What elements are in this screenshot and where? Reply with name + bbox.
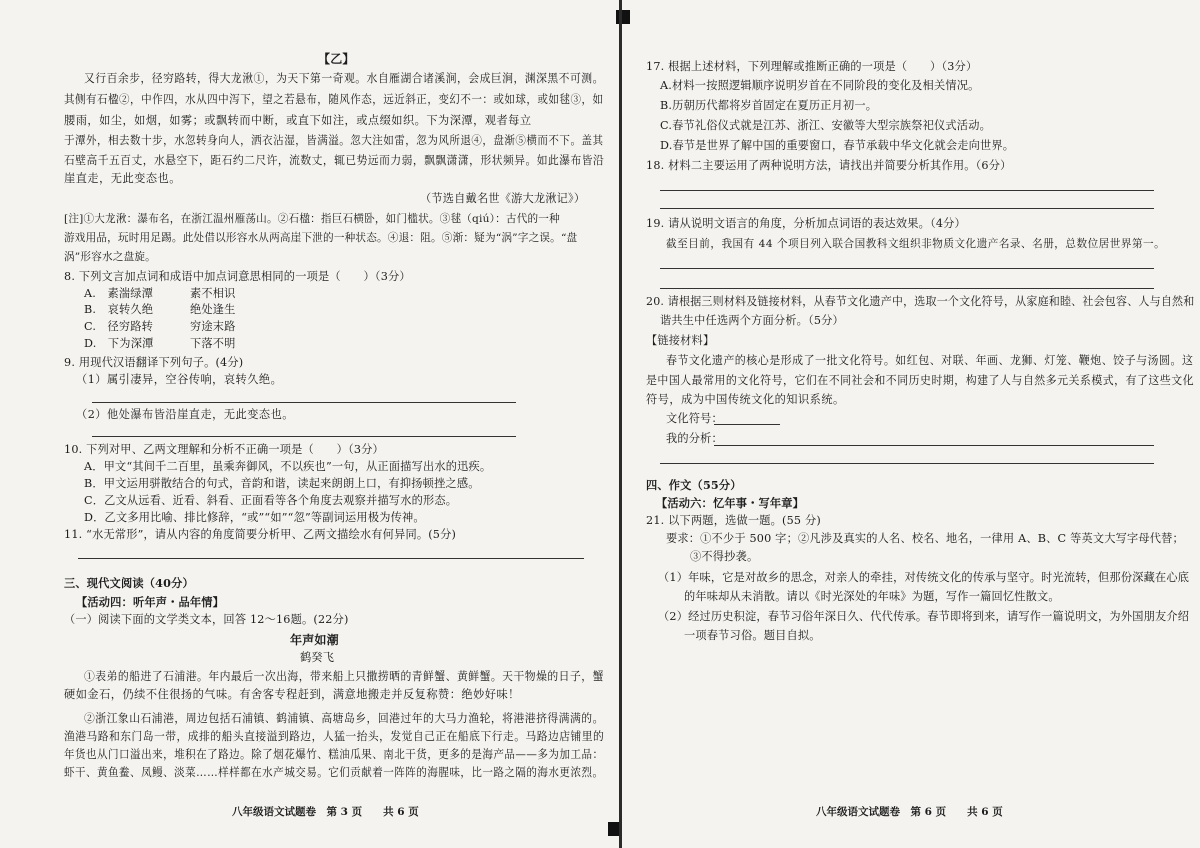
note-line: 涡”形容水之盘旋。	[64, 251, 156, 263]
part-1-instruction: （一）阅读下面的文学类文本，回答 12～16题。(22分)	[64, 613, 349, 626]
link-material-line: 春节文化遗产的核心是形成了一批文化符号。如红包、对联、年画、龙狮、灯笼、鞭炮、饺子与汤圆。这	[666, 354, 1194, 367]
article-line: ①表弟的船进了石浦港。年内最后一次出海，带来船上只撒捞晒的青鲜蟹、黄鲜蟹。天干物燥的日子，蟹	[84, 670, 604, 683]
analysis-label: 我的分析：	[666, 432, 723, 445]
answer-line[interactable]	[92, 436, 516, 437]
right-page	[626, 0, 1200, 848]
activity-4-heading: 【活动四：听年声・品年情】	[76, 595, 225, 609]
q8-option-b: 下落不明	[190, 337, 236, 350]
yi-para-line: 于潭外，相去数十步，水忽转身向人，洒衣沾湿，皆满溢。忽大注如雷，忽为风所退④，盘渐⑤横而不下。盖其	[64, 134, 604, 147]
topic-1-line: （1）年味，它是对故乡的思念，对亲人的牵挂，对传统文化的传承与坚守。时光流转，但那份深藏在心底	[658, 571, 1190, 584]
topic-1-line: 的年味却从未消散。请以《时光深处的年味》为题，写作一篇回忆性散文。	[684, 590, 1060, 603]
q8-option-b: 素不相识	[190, 287, 236, 300]
culture-symbol-label: 文化符号：	[666, 412, 723, 425]
topic-2-line: 一项春节习俗。题目自拟。	[684, 629, 821, 642]
q17-option: C.春节礼俗仪式就是江苏、浙江、安徽等大型宗族祭祀仪式活动。	[660, 119, 991, 132]
q10-option: D．乙文多用比喻、排比修辞，“或”“如”“忽”等副词运用极为传神。	[84, 511, 425, 524]
q17-stem: 17. 根据上述材料，下列理解或推断正确的一项是（ ）（3分）	[646, 60, 978, 73]
q17-option: B.历朝历代都将岁首固定在夏历正月初一。	[660, 99, 878, 112]
q18-stem: 18. 材料二主要运用了两种说明方法，请找出并简要分析其作用。（6分）	[646, 159, 1012, 172]
page-divider	[619, 0, 622, 848]
activity-6-heading: 【活动六：忆年事・写年章】	[656, 496, 805, 510]
answer-line[interactable]	[92, 402, 516, 403]
answer-line[interactable]	[660, 463, 1154, 464]
article-line: ②浙江象山石浦港，周边包括石浦镇、鹤浦镇、高塘岛乡，回港过年的大马力渔轮，将港港挤得满满的。	[84, 712, 604, 725]
q10-option: C．乙文从远看、近看、斜看、正面看等各个角度去观察并描写水的形态。	[84, 494, 458, 507]
article-author: 鹤癸飞	[300, 651, 335, 664]
q8-option: D. 下为深潭	[84, 337, 154, 350]
q20-stem: 谐共生中任选两个方面分析。（5分）	[660, 314, 844, 327]
analysis-blank[interactable]	[714, 445, 1154, 446]
q8-option: B. 哀转久绝	[84, 303, 154, 316]
article-line: 渔港马路和东门岛一带，成排的船头直接溢到路边，人猛一抬头，发觉自己正在船底下行走。马路边店铺里的	[64, 730, 605, 743]
answer-line[interactable]	[660, 208, 1154, 209]
yi-para-line: 石壁高千五百丈，水悬空下，距石约二尺许，流数丈，辄已势远而力弱，飘飘潇潇，形状频异。如此瀑布皆沿	[64, 154, 605, 167]
answer-line[interactable]	[78, 558, 584, 559]
q9-stem: 9. 用现代汉语翻译下列句子。(4分)	[64, 356, 244, 369]
q10-option: A．甲文“其间千二百里，虽乘奔御风，不以疾也”一句，从正面描写出水的迅疾。	[84, 460, 492, 473]
link-material-label: 【链接材料】	[646, 334, 715, 347]
article-line: 硬如金石，仍续不住很扬的气味。有舍客专程赶到，满意地搬走并反复称赞：绝妙好味！	[64, 688, 520, 701]
q8-option-b: 穷途末路	[190, 320, 236, 333]
q19-stem: 19. 请从说明文语言的角度，分析加点词语的表达效果。（4分）	[646, 217, 966, 230]
q9-sentence-1: （1）属引凄异，空谷传响，哀转久绝。	[76, 373, 283, 386]
q11-stem: 11. “水无常形”，请从内容的角度简要分析甲、乙两文描绘水有何异同。(5分)	[64, 528, 457, 541]
link-material-line: 符号，成为中国传统文化的知识系统。	[646, 393, 845, 406]
requirement-line: 要求：①不少于 500 字；②凡涉及真实的人名、校名、地名，一律用 A、B、C 等英文大写字母代替；	[666, 532, 1184, 545]
q8-option-b: 绝处逢生	[190, 303, 236, 316]
q21-stem: 21. 以下两题，选做一题。(55 分)	[646, 514, 821, 527]
answer-line[interactable]	[660, 288, 1154, 289]
yi-para-line: 其侧有石楹②，中作四，水从四中泻下，望之若悬布，随风作态，远近斜正，变幻不一：或如球，或如毬③，如	[64, 93, 604, 106]
q8-option: A. 素湍绿潭	[84, 287, 153, 300]
page-footer: 八年级语文试题卷 第 6 页 共 6 页	[816, 806, 1003, 818]
section-3-heading: 三、现代文阅读（40分）	[64, 576, 194, 590]
yi-para-line: 崖直走，无此变态也。	[64, 172, 181, 185]
q10-option: B．甲文运用骈散结合的句式，音韵和谐，读起来朗朗上口，有抑扬顿挫之感。	[84, 477, 480, 490]
q17-option: D.春节是世界了解中国的重要窗口，春节承载中华文化就会走向世界。	[660, 139, 1015, 152]
yi-para-line: 腰雨，如尘，如烟，如雾；或飘转而中断，或直下如注，或点缀如织。下为深潭，观者每立	[64, 114, 532, 127]
yi-para-line: 又行百余步，径穷路转，得大龙湫①，为天下第一奇观。水自雁湖合诸溪涧，会成巨涧，渊深黑不可测。	[84, 72, 604, 85]
yi-source: （节选自戴名世《游大龙湫记》）	[420, 192, 586, 205]
q8-option: C. 径穷路转	[84, 320, 154, 333]
culture-symbol-blank[interactable]	[714, 424, 780, 425]
q10-stem: 10. 下列对甲、乙两文理解和分析不正确一项是（ ）（3分）	[64, 443, 384, 456]
article-title: 年声如潮	[290, 633, 339, 647]
q20-stem: 20. 请根据三则材料及链接材料，从春节文化遗产中，选取一个文化符号，从家庭和睦、社会包容、人与自然和	[646, 295, 1195, 308]
section-4-heading: 四、作文（55分）	[646, 478, 742, 492]
article-line: 虾干、黄鱼鲞、凤鳗、淡菜……样样都在水产城交易。它们贡献着一阵阵的海腥味，比一路之隔的海水更浓烈。	[64, 766, 604, 779]
answer-line[interactable]	[660, 190, 1154, 191]
note-line: [注]①大龙湫：瀑布名，在浙江温州雁荡山。②石楹：指巨石横卧，如门槛状。③毬（qiú）：古代的一种	[64, 213, 560, 225]
q8-stem: 8. 下列文言加点词和成语中加点词意思相同的一项是（ ）（3分）	[64, 270, 411, 283]
yi-heading: 【乙】	[318, 52, 355, 66]
page-footer: 八年级语文试题卷 第 3 页 共 6 页	[232, 806, 419, 818]
q9-sentence-2: （2）他处瀑布皆沿崖直走，无此变态也。	[76, 408, 294, 421]
topic-2-line: （2）经过历史积淀，春节习俗年深日久、代代传承。春节即将到来，请写作一篇说明文，为外国朋友介绍	[658, 610, 1190, 623]
q19-quote: 截至目前，我国有 44 个项目列入联合国教科文组织非物质文化遗产名录、名册，总数位居世界第一。	[666, 238, 1166, 250]
answer-line[interactable]	[660, 268, 1154, 269]
requirement-line: ③不得抄袭。	[690, 550, 759, 563]
article-line: 年货也从门口溢出来，堆积在了路边。除了烟花爆竹、糕油瓜果、南北干货，更多的是海产品——多为加工品：	[64, 748, 604, 761]
link-material-line: 是中国人最常用的文化符号，它们在不同社会和不同历史时期，构建了人与自然多元关系模式，有了这些文化	[646, 374, 1195, 387]
note-line: 游戏用品，玩时用足踢。此处借以形容水从两高崖下泄的一种状态。④退：阻。⑤渐：疑为“涡”字之误。“盘	[64, 232, 578, 244]
q17-option: A.材料一按照逻辑顺序说明岁首在不同阶段的变化及相关情况。	[660, 79, 980, 92]
